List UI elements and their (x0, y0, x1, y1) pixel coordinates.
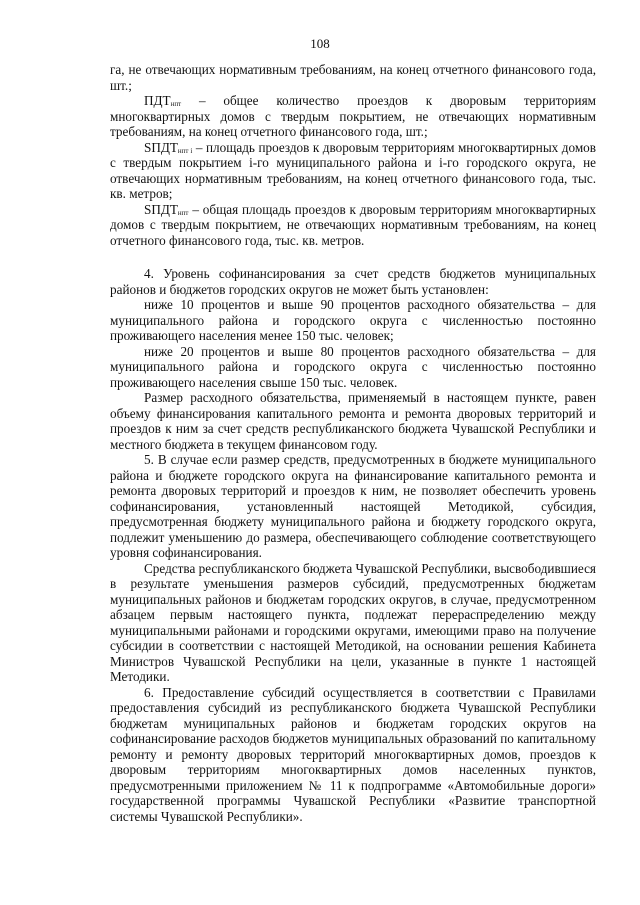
definition-spdt (110, 202, 596, 249)
definition-text: га, не отвечающих нормативным требованиям, на конец отчетного финансового года, шт.; (110, 62, 596, 93)
paragraph-item-6: 6. Предоставление субсидий осуществляется в соответствии с Правилами предоставления субсидий из республиканского бюджета Чувашской Республики бюджетам муниципальных районов и бюджетам городских округов на софинансирование расходов бюджетов муниципальных образований по капитальному ремонту и ремонту дворовых территорий многоквартирных домов, проездов к дворовым территориям многоквартирных домов населенных пунктов, предусмотренными приложением № 11 к подпрограмме «Автомобильные дороги» государственной программы Чувашской Республики «Развитие транспортной системы Чувашской Республики». (110, 684, 596, 824)
formula-term: $SПДТ_{нпт i}$ (144, 139, 193, 155)
paragraph-redistribution: Средства республиканского бюджета Чувашской Республики, высвободившиеся в результате уменьшения размеров субсидий, предусмотренных бюджетам муниципальных районов и бюджетам городских округов, в случае, предусмотренном абзацем первым настоящего пункта, подлежат перераспределению между муниципальными районами и городскими округами, имеющими право на получение субсидии в соответствии с настоящей Методикой, на основании решения Кабинета Министров Чувашской Республики на цели, указанные в пункте 1 настоящей Методики. (110, 560, 596, 684)
paragraph-limit-20-80: ниже 20 процентов и выше 80 процентов расходного обязательства – для муниципального района и городского округа с численностью постоянно проживающего населения свыше 150 тыс. человек. (110, 343, 596, 390)
definition-text: – общее количество проездов к дворовым территориям многоквартирных домов с твердым покрытием, не отвечающих нормативным требованиям, на конец отчетного финансового года, шт.; (110, 93, 596, 139)
definition-spdt-i (110, 140, 596, 202)
definition-text: – общая площадь проездов к дворовым территориям многоквартирных домов с твердым покрытием, не отвечающих нормативным требованиям, на конец отчетного финансового года, тыс. кв. метров. (110, 201, 596, 248)
paragraph-obligation-size: Размер расходного обязательства, применяемый в настоящем пункте, равен объему финансирования капитального ремонта и ремонта дворовых территорий и проездов к ним за счет средств республиканского бюджета Чувашской Республики и местного бюджета в текущем финансовом году. (110, 390, 596, 452)
formula-term: $SПДТ_{нпт}$ (144, 201, 189, 217)
page-number: 108 (310, 36, 330, 51)
paragraph-item-4: 4. Уровень софинансирования за счет средств бюджетов муниципальных районов и бюджетов городских округов не может быть установлен: (110, 266, 596, 297)
paragraph-gap (110, 248, 596, 266)
definition-text: – площадь проездов к дворовым территориям многоквартирных домов с твердым покрытием i-го муниципального района и i-го городского округа, не отвечающих нормативным требованиям, на конец отчетного финансового года, тыс. кв. метров; (110, 139, 596, 201)
paragraph-item-5: 5. В случае если размер средств, предусмотренных в бюджете муниципального района и бюджете городского округа на финансирование капитального ремонта и ремонта дворовых территорий и проездов к ним, не позволяет обеспечить уровень софинансирования, установленный настоящей Методикой, субсидия, предусмотренная бюджету муниципального района и бюджету городского округа, подлежит уменьшению до размера, обеспечивающего соблюдение соответствующего уровня софинансирования. (110, 452, 596, 560)
definition-continuation (110, 62, 596, 93)
formula-term: $ПДТ_{нпт}$ (144, 93, 182, 108)
document-body (110, 62, 596, 824)
definition-pdt (110, 93, 596, 140)
paragraph-limit-10-90: ниже 10 процентов и выше 90 процентов расходного обязательства – для муниципального района и городского округа с численностью постоянно проживающего населения менее 150 тыс. человек; (110, 297, 596, 343)
